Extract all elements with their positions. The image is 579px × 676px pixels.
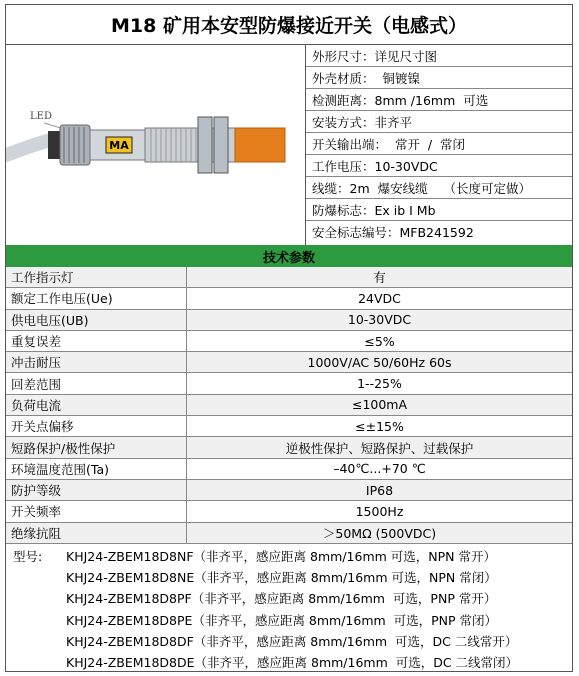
- spec-row: 安全标志编号：MFB241592: [312, 225, 474, 240]
- table-row: [6, 437, 572, 458]
- table-row: [6, 310, 572, 331]
- param-name: 开关频率: [6, 501, 187, 521]
- param-name: 工作指示灯: [6, 267, 187, 287]
- param-value: 1--25%: [357, 376, 402, 392]
- param-value: 逆极性保护、短路保护、过载保护: [285, 440, 474, 456]
- param-value: 10-30VDC: [347, 312, 412, 328]
- param-name: 环境温度范围(Ta): [6, 459, 187, 479]
- sensor-illustration: [6, 45, 305, 245]
- list-item: [6, 651, 572, 672]
- model-label: 型号:: [13, 548, 43, 564]
- param-name: 额定工作电压(Ue): [6, 288, 187, 308]
- param-name: 重复误差: [6, 331, 187, 351]
- param-name: 供电电压(UB): [6, 310, 187, 330]
- table-row: [6, 416, 572, 437]
- parameters-table: [6, 267, 572, 544]
- table-row: [6, 501, 572, 522]
- param-name: 负荷电流: [6, 395, 187, 415]
- table-row: [6, 395, 572, 416]
- section-header: 技术参数: [6, 245, 572, 267]
- param-value: IP68: [365, 482, 394, 498]
- param-value: ≤±15%: [355, 418, 404, 434]
- table-row: [6, 480, 572, 501]
- lock-nut-right: [214, 117, 228, 173]
- page-title: M18 矿用本安型防爆接近开关（电感式）: [6, 5, 572, 45]
- spec-row: 检测距离：8mm /16mm 可选: [306, 89, 572, 111]
- product-image: [6, 45, 306, 245]
- param-name: 开关点偏移: [6, 416, 187, 436]
- spec-row: 外壳材质： 铜镀镍: [306, 67, 572, 89]
- model-item: KHJ24-ZBEM18D8DF（非齐平，感应距离 8mm/16mm 可选，DC 二线常开）: [66, 633, 518, 649]
- list-item: [6, 588, 572, 609]
- param-name: 回差范围: [6, 373, 187, 393]
- table-row: [6, 373, 572, 394]
- param-value: 1000V/AC 50/60Hz 60s: [307, 354, 452, 370]
- param-name: 绝缘抗阻: [6, 523, 187, 543]
- datasheet: [5, 4, 573, 672]
- table-row: [6, 523, 572, 544]
- spec-row: 外形尺寸：详见尺寸图: [306, 45, 572, 67]
- model-item: KHJ24-ZBEM18D8NE（非齐平，感应距离 8mm/16mm 可选，NPN 常闭）: [66, 569, 497, 585]
- param-value: 24VDC: [358, 290, 401, 306]
- model-item: KHJ24-ZBEM18D8PE（非齐平，感应距离 8mm/16mm 可选，PNP 常闭）: [66, 612, 498, 628]
- ma-badge-text: MA: [109, 139, 129, 152]
- sensing-face: [235, 128, 285, 162]
- spec-row: 防爆标志：Ex ib I Mb: [306, 199, 572, 221]
- param-value: 1500Hz: [355, 503, 404, 519]
- model-item: KHJ24-ZBEM18D8DE（非齐平，感应距离 8mm/16mm 可选，DC 二线常闭）: [66, 655, 519, 671]
- list-item: [6, 545, 572, 566]
- param-value: –40℃...+70 ℃: [333, 461, 426, 477]
- param-value: ≤100mA: [351, 397, 408, 413]
- table-row: [6, 267, 572, 288]
- lock-nut-left: [198, 117, 212, 173]
- param-value: ≤5%: [364, 333, 395, 349]
- led-callout-label: LED: [30, 111, 52, 122]
- table-row: [6, 331, 572, 352]
- param-name: 防护等级: [6, 480, 187, 500]
- param-value: 有: [373, 270, 386, 286]
- spec-row: 安装方式：非齐平: [306, 111, 572, 133]
- model-item: KHJ24-ZBEM18D8NF（非齐平，感应距离 8mm/16mm 可选，NPN 常开）: [66, 548, 496, 564]
- table-row: [6, 459, 572, 480]
- spec-row: 开关输出端： 常开 / 常闭: [306, 133, 572, 155]
- table-row: [6, 288, 572, 309]
- param-name: 短路保护/极性保护: [6, 437, 187, 457]
- spec-list: [306, 45, 572, 245]
- list-item: [6, 630, 572, 651]
- table-row: [6, 352, 572, 373]
- param-name: 冲击耐压: [6, 352, 187, 372]
- model-list: [6, 545, 572, 673]
- param-value: ＞50MΩ (500VDC): [322, 525, 437, 541]
- spec-row: 线缆：2m 爆安线缆 （长度可定做）: [306, 177, 572, 199]
- model-item: KHJ24-ZBEM18D8PF（非齐平，感应距离 8mm/16mm 可选，PNP 常开）: [66, 591, 497, 607]
- list-item: [6, 566, 572, 587]
- list-item: [6, 609, 572, 630]
- spec-row: 工作电压：10-30VDC: [306, 155, 572, 177]
